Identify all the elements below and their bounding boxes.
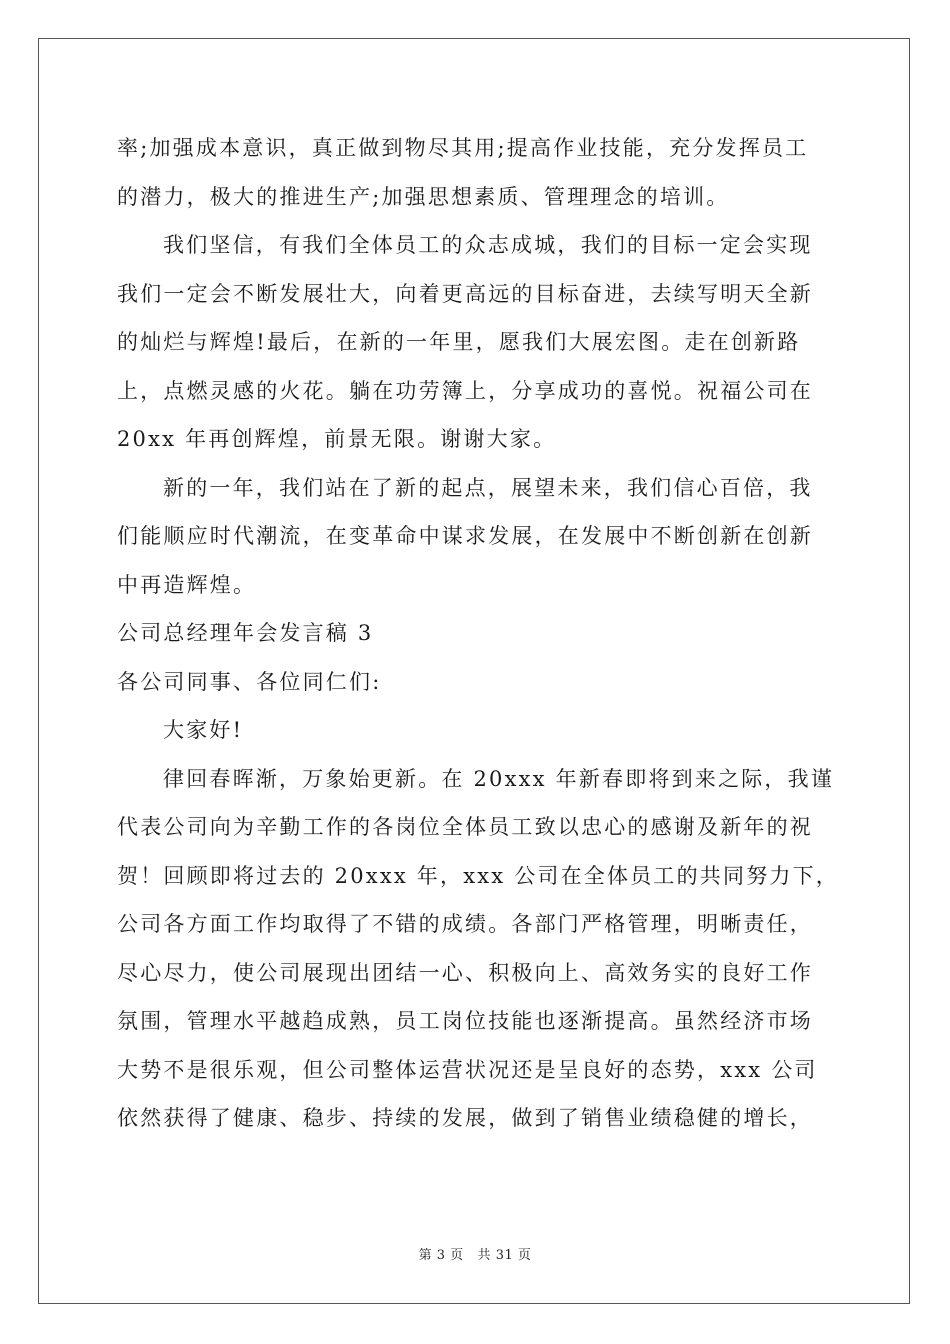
text-line: 尽心尽力，使公司展现出团结一心、积极向上、高效务实的良好工作 xyxy=(117,960,813,985)
page-number-footer: 第 3 页 共 31 页 xyxy=(418,1248,532,1263)
salutation: 各公司同事、各位同仁们: xyxy=(117,669,382,694)
greeting: 大家好! xyxy=(163,718,244,742)
text-line: 我们坚信，有我们全体员工的众志成城，我们的目标一定会实现 xyxy=(163,233,813,257)
text-line: 的灿烂与辉煌!最后，在新的一年里，愿我们大展宏图。走在创新路 xyxy=(117,330,801,354)
text-line: 大势不是很乐观，但公司整体运营状况还是呈良好的态势，xxx 公司 xyxy=(117,1057,818,1082)
text-line: 率;加强成本意识，真正做到物尽其用;提高作业技能，充分发挥员工 xyxy=(117,136,809,160)
document-body xyxy=(117,124,840,1143)
section-heading: 公司总经理年会发言稿 3 xyxy=(117,621,374,645)
text-line: 律回春晖渐，万象始更新。在 20xxx 年新春即将到来之际，我谨 xyxy=(163,766,834,791)
text-line: 贺！回顾即将过去的 20xxx 年，xxx 公司在全体员工的共同努力下， xyxy=(117,863,840,888)
text-line: 的潜力，极大的推进生产;加强思想素质、管理理念的培训。 xyxy=(117,184,730,209)
text-line: 氛围，管理水平越趋成熟，员工岗位技能也逐渐提高。虽然经济市场 xyxy=(117,1009,813,1033)
text-line: 依然获得了健康、稳步、持续的发展，做到了销售业绩稳健的增长， xyxy=(117,1106,813,1130)
text-line: 上，点燃灵感的火花。躺在功劳簿上，分享成功的喜悦。祝福公司在 xyxy=(117,378,813,403)
text-line: 们能顺应时代潮流，在变革命中谋求发展，在发展中不断创新在创新 xyxy=(117,524,813,548)
text-line: 中再造辉煌。 xyxy=(117,572,257,597)
text-line: 公司各方面工作均取得了不错的成绩。各部门严格管理，明晰责任， xyxy=(117,912,813,936)
text-line: 我们一定会不断发展壮大，向着更高远的目标奋进，去续写明天全新 xyxy=(117,281,813,306)
text-line: 新的一年，我们站在了新的起点，展望未来，我们信心百倍，我 xyxy=(163,475,813,500)
text-line: 代表公司向为辛勤工作的各岗位全体员工致以忠心的感谢及新年的祝 xyxy=(117,815,813,839)
text-line: 20xx 年再创辉煌，前景无限。谢谢大家。 xyxy=(117,427,557,451)
